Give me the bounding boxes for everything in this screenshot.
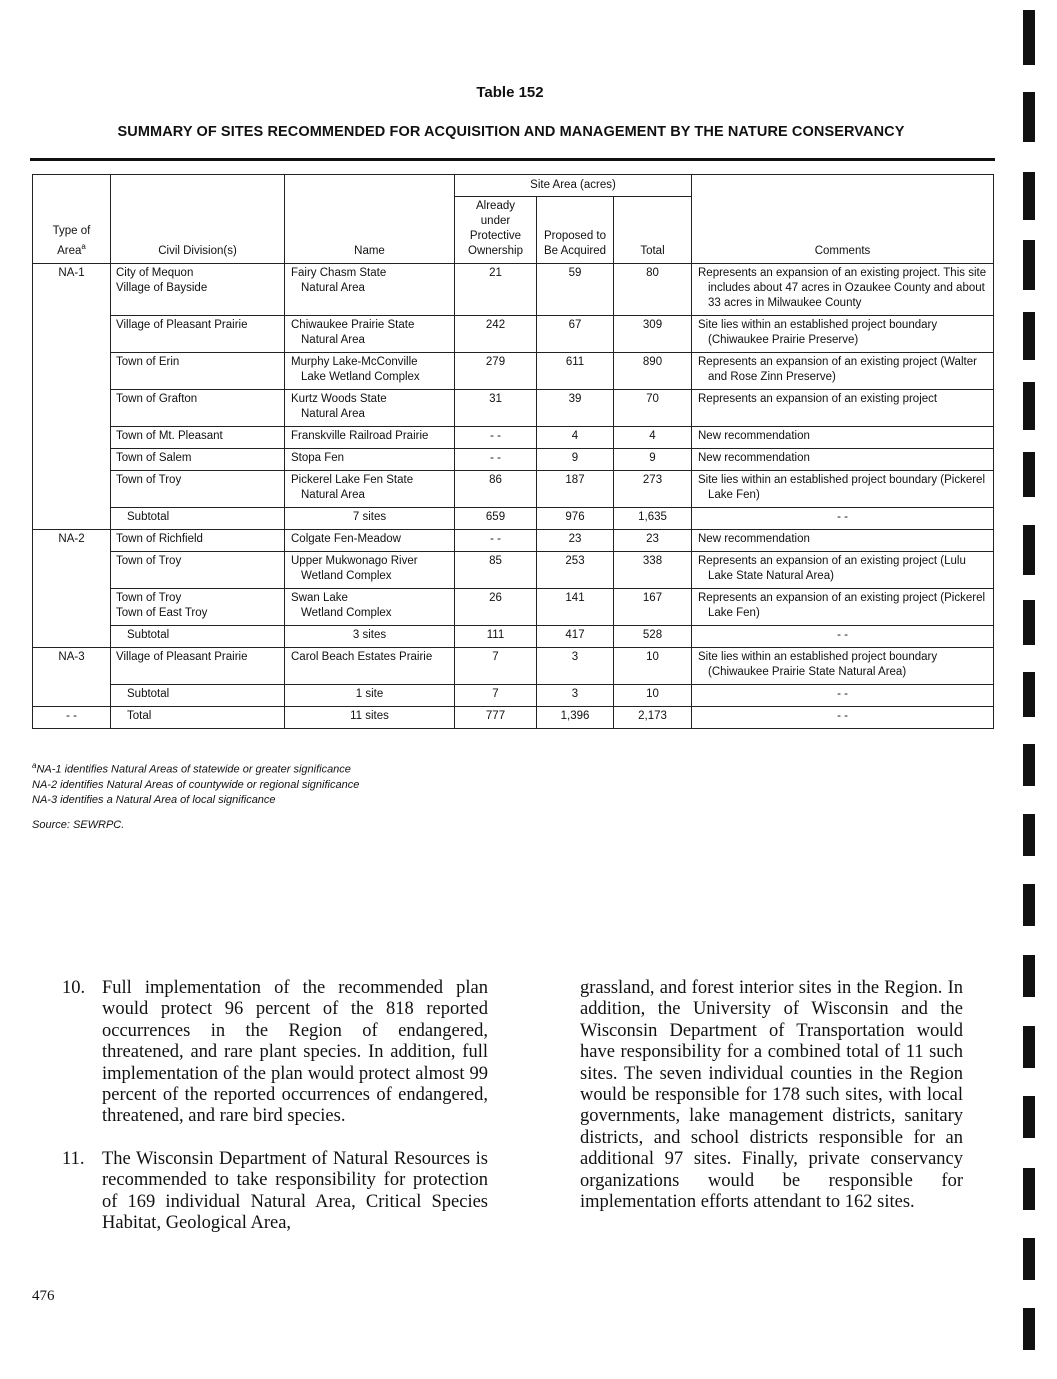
subtotal-total: 1,635	[614, 508, 692, 530]
scan-mark	[1023, 312, 1035, 360]
item-text: Full implementation of the recommended plan would protect 96 percent of the 818 reported occurrences in the Region of endangered, threatened, and rare plant species. In addition, full implementation of the plan would protect almost 99 percent of the reported occurrences of endangered, threatened, and rare bird species.	[102, 978, 488, 1127]
title-rule	[30, 158, 995, 161]
scan-mark	[1023, 452, 1035, 497]
subtotal-proposed: 3	[537, 685, 614, 707]
table-row	[33, 353, 994, 390]
header-site-area: Site Area (acres)	[455, 175, 692, 197]
subtotal-label: Subtotal	[111, 685, 285, 707]
proposed-cell: 23	[537, 530, 614, 552]
total-cell: 70	[614, 390, 692, 427]
scan-mark	[1023, 1168, 1035, 1210]
site-name-cell: Chiwaukee Prairie State Natural Area	[285, 316, 455, 353]
body-column-right: grassland, and forest interior sites in the Region. In addition, the University of Wisconsin and the Wisconsin Department of Transportation would have responsibility for a combined total of 11 such sites. The seven individual counties in the Region would be responsible for 178 such sites, with local governments, lake management districts, sanitary districts, and school districts responsible for an additional 97 sites. Finally, private conservancy organizations would be responsible for implementation efforts attendant to 162 sites.	[580, 978, 963, 1213]
subtotal-sites: 3 sites	[285, 626, 455, 648]
table-row	[33, 427, 994, 449]
scan-mark	[1023, 884, 1035, 926]
subtotal-total: 528	[614, 626, 692, 648]
already-under-cell: - -	[455, 530, 537, 552]
scan-mark	[1023, 1096, 1035, 1138]
subtotal-row	[33, 685, 994, 707]
table-row	[33, 390, 994, 427]
subtotal-row	[33, 508, 994, 530]
table-row	[33, 648, 994, 685]
site-name-cell: Carol Beach Estates Prairie	[285, 648, 455, 685]
page-number: 476	[32, 1288, 55, 1304]
comments-cell: Site lies within an established project boundary (Chiwaukee Prairie Preserve)	[692, 316, 994, 353]
civil-division-cell: Town of Troy Town of East Troy	[111, 589, 285, 626]
scan-mark	[1023, 92, 1035, 142]
subtotal-comments: - -	[692, 508, 994, 530]
proposed-cell: 253	[537, 552, 614, 589]
site-name-cell: Pickerel Lake Fen State Natural Area	[285, 471, 455, 508]
comments-cell: Represents an expansion of an existing project (Walter and Rose Zinn Preserve)	[692, 353, 994, 390]
total-cell: 10	[614, 648, 692, 685]
civil-division-cell: Town of Erin	[111, 353, 285, 390]
civil-division-cell: Town of Troy	[111, 552, 285, 589]
scan-mark	[1023, 525, 1035, 575]
proposed-cell: 187	[537, 471, 614, 508]
comments-cell: Represents an expansion of an existing project (Pickerel Lake Fen)	[692, 589, 994, 626]
civil-division-cell: City of Mequon Village of Bayside	[111, 264, 285, 316]
site-name-cell: Colgate Fen-Meadow	[285, 530, 455, 552]
area-type-cell: NA-2	[33, 530, 111, 648]
total-cell: 9	[614, 449, 692, 471]
scan-mark	[1023, 172, 1035, 220]
civil-division-cell: Village of Pleasant Prairie	[111, 648, 285, 685]
scan-mark	[1023, 10, 1035, 65]
subtotal-comments: - -	[692, 626, 994, 648]
comments-cell: New recommendation	[692, 530, 994, 552]
already-under-cell: 85	[455, 552, 537, 589]
total-cell: 80	[614, 264, 692, 316]
table-source: Source: SEWRPC.	[32, 819, 125, 831]
comments-cell: Site lies within an established project boundary (Pickerel Lake Fen)	[692, 471, 994, 508]
already-under-cell: 242	[455, 316, 537, 353]
comments-cell: Represents an expansion of an existing project (Lulu Lake State Natural Area)	[692, 552, 994, 589]
already-under-cell: - -	[455, 427, 537, 449]
header-civil-division: Civil Division(s)	[111, 175, 285, 264]
scan-mark	[1023, 382, 1035, 430]
subtotal-proposed: 976	[537, 508, 614, 530]
subtotal-proposed: 417	[537, 626, 614, 648]
grand-total-row	[33, 707, 994, 729]
proposed-cell: 59	[537, 264, 614, 316]
comments-cell: Represents an expansion of an existing project	[692, 390, 994, 427]
civil-division-cell: Village of Pleasant Prairie	[111, 316, 285, 353]
area-type-cell: NA-1	[33, 264, 111, 530]
already-under-cell: 21	[455, 264, 537, 316]
total-cell: 309	[614, 316, 692, 353]
header-total: Total	[614, 197, 692, 264]
already-under-cell: - -	[455, 449, 537, 471]
comments-cell: Represents an expansion of an existing project. This site includes about 47 acres in Ozaukee County and about 33 acres in Milwaukee County	[692, 264, 994, 316]
table-row	[33, 316, 994, 353]
subtotal-sites: 7 sites	[285, 508, 455, 530]
comments-cell: New recommendation	[692, 427, 994, 449]
site-name-cell: Franskville Railroad Prairie	[285, 427, 455, 449]
area-type-cell: NA-3	[33, 648, 111, 707]
scan-mark	[1023, 240, 1035, 290]
footnote-na2: NA-2 identifies Natural Areas of countywide or regional significance	[32, 778, 360, 791]
item-number: 11.	[62, 1148, 85, 1169]
total-cell: 338	[614, 552, 692, 589]
total-comments: - -	[692, 707, 994, 729]
subtotal-label: Subtotal	[111, 508, 285, 530]
proposed-cell: 67	[537, 316, 614, 353]
already-under-cell: 86	[455, 471, 537, 508]
site-name-cell: Upper Mukwonago River Wetland Complex	[285, 552, 455, 589]
proposed-cell: 39	[537, 390, 614, 427]
subtotal-already: 111	[455, 626, 537, 648]
header-already-under: Already under Protective Ownership	[455, 197, 537, 264]
table-row	[33, 449, 994, 471]
footnote-na3: NA-3 identifies a Natural Area of local significance	[32, 793, 276, 806]
site-name-cell: Kurtz Woods State Natural Area	[285, 390, 455, 427]
proposed-cell: 9	[537, 449, 614, 471]
table-row	[33, 264, 994, 316]
table-row	[33, 471, 994, 508]
proposed-cell: 141	[537, 589, 614, 626]
scan-mark	[1023, 1238, 1035, 1280]
table-subtitle: SUMMARY OF SITES RECOMMENDED FOR ACQUISITION AND MANAGEMENT BY THE NATURE CONSERVANCY	[117, 124, 905, 140]
total-proposed: 1,396	[537, 707, 614, 729]
scan-mark	[1023, 1026, 1035, 1068]
comments-cell: Site lies within an established project boundary (Chiwaukee Prairie State Natural Area)	[692, 648, 994, 685]
civil-division-cell: Town of Troy	[111, 471, 285, 508]
site-name-cell: Swan Lake Wetland Complex	[285, 589, 455, 626]
civil-division-cell: Town of Grafton	[111, 390, 285, 427]
scan-mark	[1023, 600, 1035, 645]
already-under-cell: 279	[455, 353, 537, 390]
subtotal-total: 10	[614, 685, 692, 707]
scan-mark	[1023, 955, 1035, 997]
total-sites: 11 sites	[285, 707, 455, 729]
subtotal-already: 7	[455, 685, 537, 707]
list-item	[62, 1149, 488, 1235]
total-label: Total	[111, 707, 285, 729]
proposed-cell: 611	[537, 353, 614, 390]
list-item	[62, 978, 488, 1128]
footnote-na1: $^a$NA-1 identifies Natural Areas of statewide or greater significance	[32, 761, 351, 776]
subtotal-label: Subtotal	[111, 626, 285, 648]
already-under-cell: 26	[455, 589, 537, 626]
total-cell: 890	[614, 353, 692, 390]
scan-mark	[1023, 814, 1035, 856]
total-cell: 4	[614, 427, 692, 449]
header-proposed: Proposed to Be Acquired	[537, 197, 614, 264]
scan-mark	[1023, 1308, 1035, 1350]
comments-cell: New recommendation	[692, 449, 994, 471]
proposed-cell: 4	[537, 427, 614, 449]
total-cell: 273	[614, 471, 692, 508]
already-under-cell: 7	[455, 648, 537, 685]
header-name: Name	[285, 175, 455, 264]
body-column-left	[62, 978, 488, 1255]
total-cell: 23	[614, 530, 692, 552]
total-type: - -	[33, 707, 111, 729]
site-name-cell: Stopa Fen	[285, 449, 455, 471]
table-row	[33, 530, 994, 552]
scan-mark	[1023, 672, 1035, 717]
subtotal-comments: - -	[692, 685, 994, 707]
header-type-of-area: Type of Area$^a$	[33, 175, 111, 264]
table-row	[33, 552, 994, 589]
item-number: 10.	[62, 978, 86, 998]
total-cell: 167	[614, 589, 692, 626]
subtotal-sites: 1 site	[285, 685, 455, 707]
scan-mark	[1023, 744, 1035, 786]
civil-division-cell: Town of Richfield	[111, 530, 285, 552]
table-title: Table 152	[476, 84, 544, 101]
header-comments: Comments	[692, 175, 994, 264]
site-name-cell: Murphy Lake-McConville Lake Wetland Complex	[285, 353, 455, 390]
table-footnotes	[32, 758, 359, 808]
civil-division-cell: Town of Mt. Pleasant	[111, 427, 285, 449]
item-text: The Wisconsin Department of Natural Resources is recommended to take responsibility for protection of 169 individual Natural Area, Critical Species Habitat, Geological Area,	[102, 1148, 488, 1234]
summary-table	[32, 174, 994, 729]
table-row	[33, 589, 994, 626]
site-name-cell: Fairy Chasm State Natural Area	[285, 264, 455, 316]
proposed-cell: 3	[537, 648, 614, 685]
total-already: 777	[455, 707, 537, 729]
civil-division-cell: Town of Salem	[111, 449, 285, 471]
subtotal-already: 659	[455, 508, 537, 530]
total-total: 2,173	[614, 707, 692, 729]
already-under-cell: 31	[455, 390, 537, 427]
subtotal-row	[33, 626, 994, 648]
